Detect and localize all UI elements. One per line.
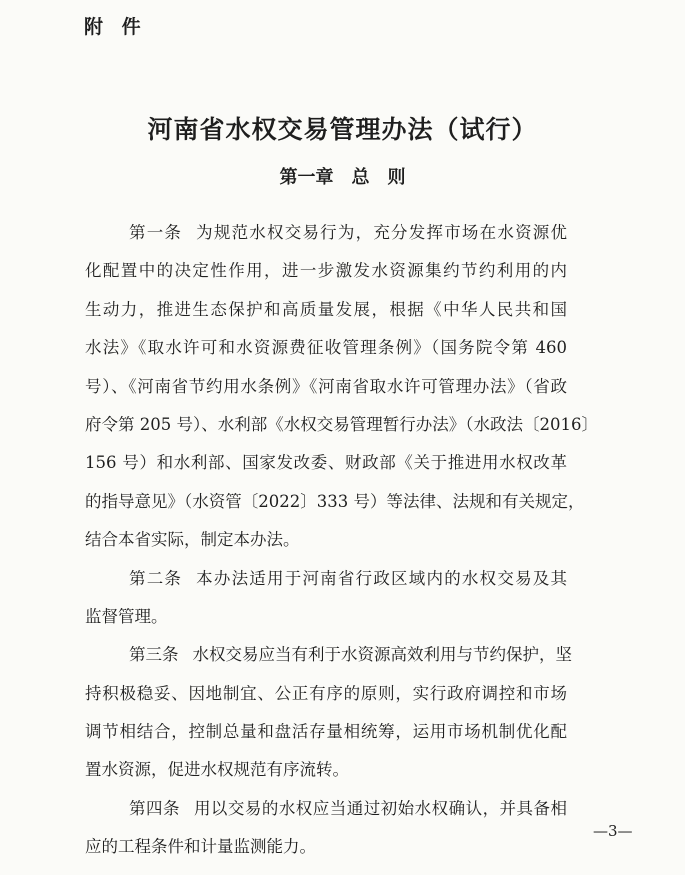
article-line: 结合本省实际，制定本办法。 — [85, 530, 300, 550]
article-line: 化配置中的决定性作用，进一步激发水资源集约节约利用的内 — [85, 261, 567, 281]
article-line: 置水资源，促进水权规范有序流转。 — [85, 760, 349, 780]
article-line — [85, 790, 567, 828]
line-text: 本办法适用于河南省行政区域内的水权交易及其 — [196, 568, 568, 588]
attachment-label: 附 件 — [84, 16, 147, 38]
article-label: 第三条 — [129, 645, 179, 665]
article-line: 调节相结合，控制总量和盘活存量相统筹，运用市场机制优化配 — [85, 722, 567, 742]
line-text: 水权交易应当有利于水资源高效利用与节约保护，坚 — [192, 645, 572, 665]
article-line: 号）、《河南省节约用水条例》《河南省取水许可管理办法》（省政 — [85, 376, 567, 396]
article-line: 持积极稳妥、因地制宜、公正有序的原则，实行政府调控和市场 — [85, 683, 567, 703]
document-body — [85, 214, 598, 867]
article-line: 应的工程条件和计量监测能力。 — [85, 837, 316, 857]
article-label: 第一条 — [129, 223, 183, 242]
chapter-heading: 第一章 总 则 — [279, 167, 406, 188]
line-text: 为规范水权交易行为，充分发挥市场在水资源优 — [196, 223, 568, 242]
document-title: 河南省水权交易管理办法（试行） — [147, 115, 538, 144]
article-line: 生动力，推进生态保护和高质量发展，根据《中华人民共和国 — [85, 299, 567, 319]
article-label: 第二条 — [129, 568, 183, 588]
article-label: 第四条 — [129, 798, 180, 818]
article-line — [85, 560, 567, 598]
article-line — [85, 214, 567, 252]
article-line: 监督管理。 — [85, 606, 168, 626]
article-line: 水法》《取水许可和水资源费征收管理条例》（国务院令第 460 — [85, 338, 567, 358]
line-text: 用以交易的水权应当通过初始水权确认，并具备相 — [193, 798, 568, 818]
article-line: 156 号）和水利部、国家发改委、财政部《关于推进用水权改革 — [85, 453, 567, 473]
page-number: —3— — [593, 822, 633, 840]
article-line: 府令第 205 号）、水利部《水权交易管理暂行办法》（水政法〔2016〕 — [85, 414, 598, 434]
article-line — [85, 636, 572, 674]
article-line: 的指导意见》（水资管〔2022〕333 号）等法律、法规和有关规定， — [85, 491, 585, 511]
